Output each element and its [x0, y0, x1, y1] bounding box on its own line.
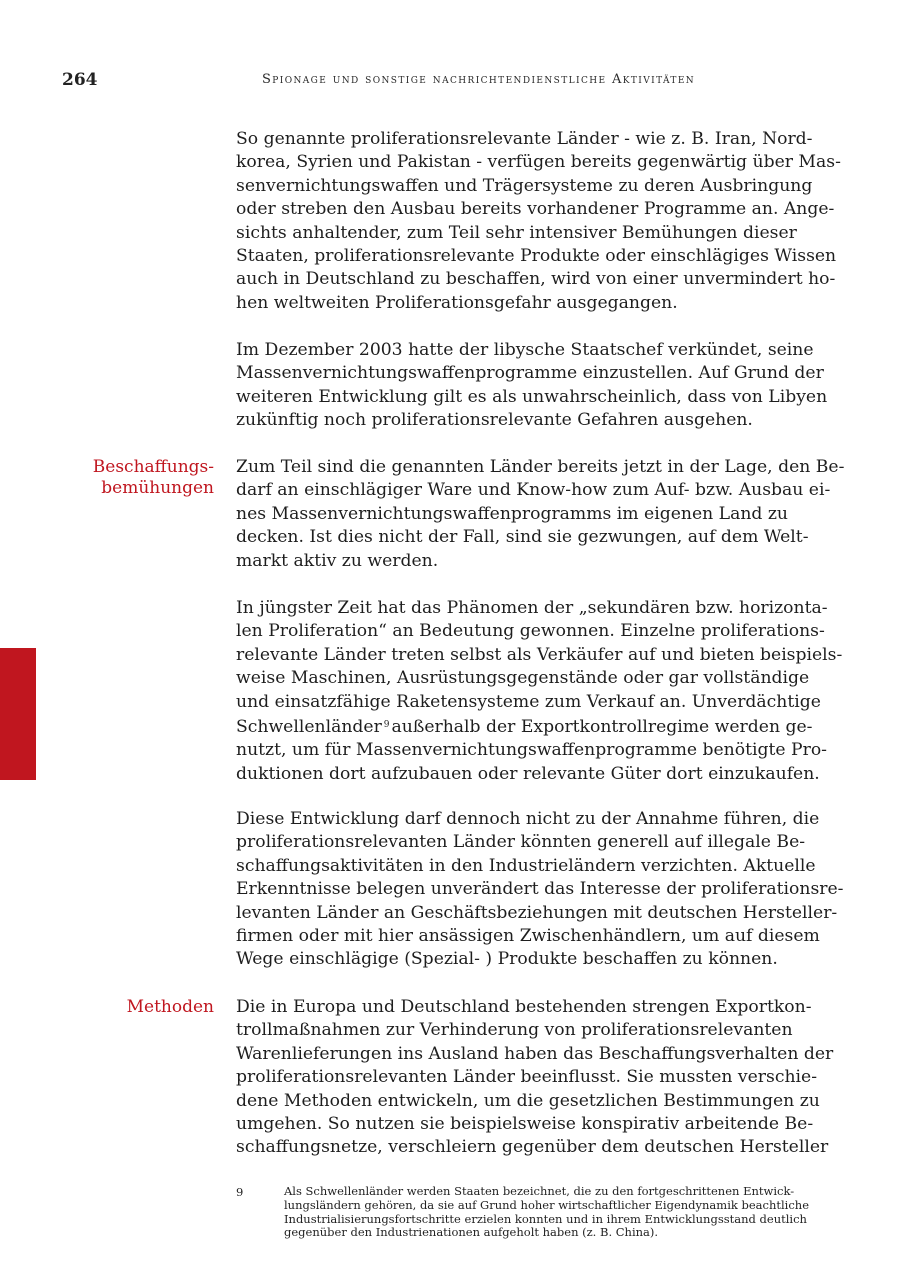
text-line: duktionen dort aufzubauen oder relevante Güter dort einzukaufen.: [236, 763, 820, 784]
text-line: Warenlieferungen ins Ausland haben das Beschaffungsverhalten der: [236, 1043, 834, 1064]
text-line: markt aktiv zu werden.: [236, 550, 439, 571]
text-line: Wege einschlägige (Spezial- ) Produkte beschaffen zu können.: [236, 949, 778, 970]
footnote-reference[interactable]: 9: [383, 720, 390, 731]
text-line: len Proliferation“ an Bedeutung gewonnen. Einzelne proliferations-: [236, 621, 825, 642]
text-line: korea, Syrien und Pakistan - verfügen bereits gegenwärtig über Mas-: [236, 152, 841, 173]
footnote-number: 9: [236, 1185, 244, 1199]
footnote-text: [284, 1184, 809, 1240]
text-line: firmen oder mit hier ansässigen Zwischenhändlern, um auf diesem: [236, 926, 820, 947]
paragraph-1: [236, 128, 841, 315]
text-segment: Schwellenländer: [236, 717, 382, 738]
paragraph-2: [236, 339, 828, 433]
margin-note-beschaffungsbemuehungen: [64, 457, 214, 499]
text-line: zukünftig noch proliferationsrelevante Gefahren ausgehen.: [236, 410, 753, 431]
text-line: In jüngster Zeit hat das Phänomen der „sekundären bzw. horizonta-: [236, 598, 828, 618]
text-line: decken. Ist dies nicht der Fall, sind sie gezwungen, auf dem Welt-: [236, 527, 809, 548]
paragraph-5: [236, 808, 844, 972]
text-line: dene Methoden entwickeln, um die gesetzlichen Bestimmungen zu: [236, 1090, 820, 1111]
text-line: weise Maschinen, Ausrüstungsgegenstände oder gar vollständige: [236, 668, 810, 689]
footnote-line: Industrialisierungsfortschritte erzielen konnten und in ihrem Entwicklungsstand deutlich: [284, 1211, 807, 1226]
text-line: Im Dezember 2003 hatte der libysche Staatschef verkündet, seine: [236, 340, 814, 360]
text-line: Massenvernichtungswaffenprogramme einzustellen. Auf Grund der: [236, 363, 824, 384]
margin-note-line: Methoden: [126, 997, 214, 1017]
text-line: hen weltweiten Proliferationsgefahr ausgegangen.: [236, 292, 678, 313]
margin-note-line: Beschaffungs-: [92, 457, 214, 477]
text-line: Erkenntnisse belegen unverändert das Interesse der proliferationsre-: [236, 879, 844, 900]
text-line: proliferationsrelevanten Länder beeinflusst. Sie mussten verschie-: [236, 1067, 818, 1088]
text-line: weiteren Entwicklung gilt es als unwahrscheinlich, dass von Libyen: [236, 386, 828, 407]
paragraph-4: [236, 597, 843, 786]
text-line: schaffungsaktivitäten in den Industrieländern verzichten. Aktuelle: [236, 855, 816, 876]
page-number: 264: [62, 70, 98, 90]
text-line: relevante Länder treten selbst als Verkäufer auf und bieten beispiels-: [236, 644, 843, 665]
text-line: und einsatzfähige Raketensysteme zum Verkauf an. Unverdächtige: [236, 691, 821, 712]
text-line: Zum Teil sind die genannten Länder bereits jetzt in der Lage, den Be-: [236, 457, 845, 477]
text-line: nutzt, um für Massenvernichtungswaffenprogramme benötigte Pro-: [236, 740, 827, 761]
text-line: levanten Länder an Geschäftsbeziehungen mit deutschen Hersteller-: [236, 902, 838, 923]
text-line: senvernichtungswaffen und Trägersysteme zu deren Ausbringung: [236, 175, 813, 196]
text-segment: außerhalb der Exportkontrollregime werden ge-: [391, 717, 813, 738]
paragraph-6: [236, 996, 834, 1160]
footnote-line: lungsländern gehören, da sie auf Grund hoher wirtschaftlicher Eigendynamik beachtliche: [284, 1197, 809, 1212]
text-line: trollmaßnahmen zur Verhinderung von proliferationsrelevanten: [236, 1020, 793, 1041]
text-line: auch in Deutschland zu beschaffen, wird von einer unvermindert ho-: [236, 269, 836, 290]
text-line: So genannte proliferationsrelevante Länder - wie z. B. Iran, Nord-: [236, 129, 813, 149]
paragraph-3: [236, 456, 845, 573]
text-line: sichts anhaltender, zum Teil sehr intensiver Bemühungen dieser: [236, 222, 797, 243]
running-head: Spionage und sonstige nachrichtendienstliche Aktivitäten: [262, 72, 696, 87]
text-line: nes Massenvernichtungswaffenprogramms im eigenen Land zu: [236, 503, 788, 524]
margin-note-methoden: [64, 997, 214, 1018]
chapter-tab-marker: [0, 648, 36, 780]
text-line: [236, 714, 813, 739]
text-line: proliferationsrelevanten Länder könnten generell auf illegale Be-: [236, 832, 806, 853]
text-line: umgehen. So nutzen sie beispielsweise konspirativ arbeitende Be-: [236, 1114, 814, 1135]
text-line: Die in Europa und Deutschland bestehenden strengen Exportkon-: [236, 997, 812, 1017]
text-line: Diese Entwicklung darf dennoch nicht zu der Annahme führen, die: [236, 809, 820, 829]
text-line: oder streben den Ausbau bereits vorhandener Programme an. Ange-: [236, 199, 835, 220]
text-line: darf an einschlägiger Ware und Know-how zum Auf- bzw. Ausbau ei-: [236, 480, 831, 501]
text-line: Staaten, proliferationsrelevante Produkte oder einschlägiges Wissen: [236, 246, 837, 267]
text-line: schaffungsnetze, verschleiern gegenüber dem deutschen Hersteller: [236, 1137, 829, 1158]
footnote-line: Als Schwellenländer werden Staaten bezeichnet, die zu den fortgeschrittenen Entwick-: [284, 1184, 795, 1198]
margin-note-line: bemühungen: [101, 478, 214, 498]
footnote-line: gegenüber den Industrienationen aufgeholt haben (z. B. China).: [284, 1225, 659, 1240]
